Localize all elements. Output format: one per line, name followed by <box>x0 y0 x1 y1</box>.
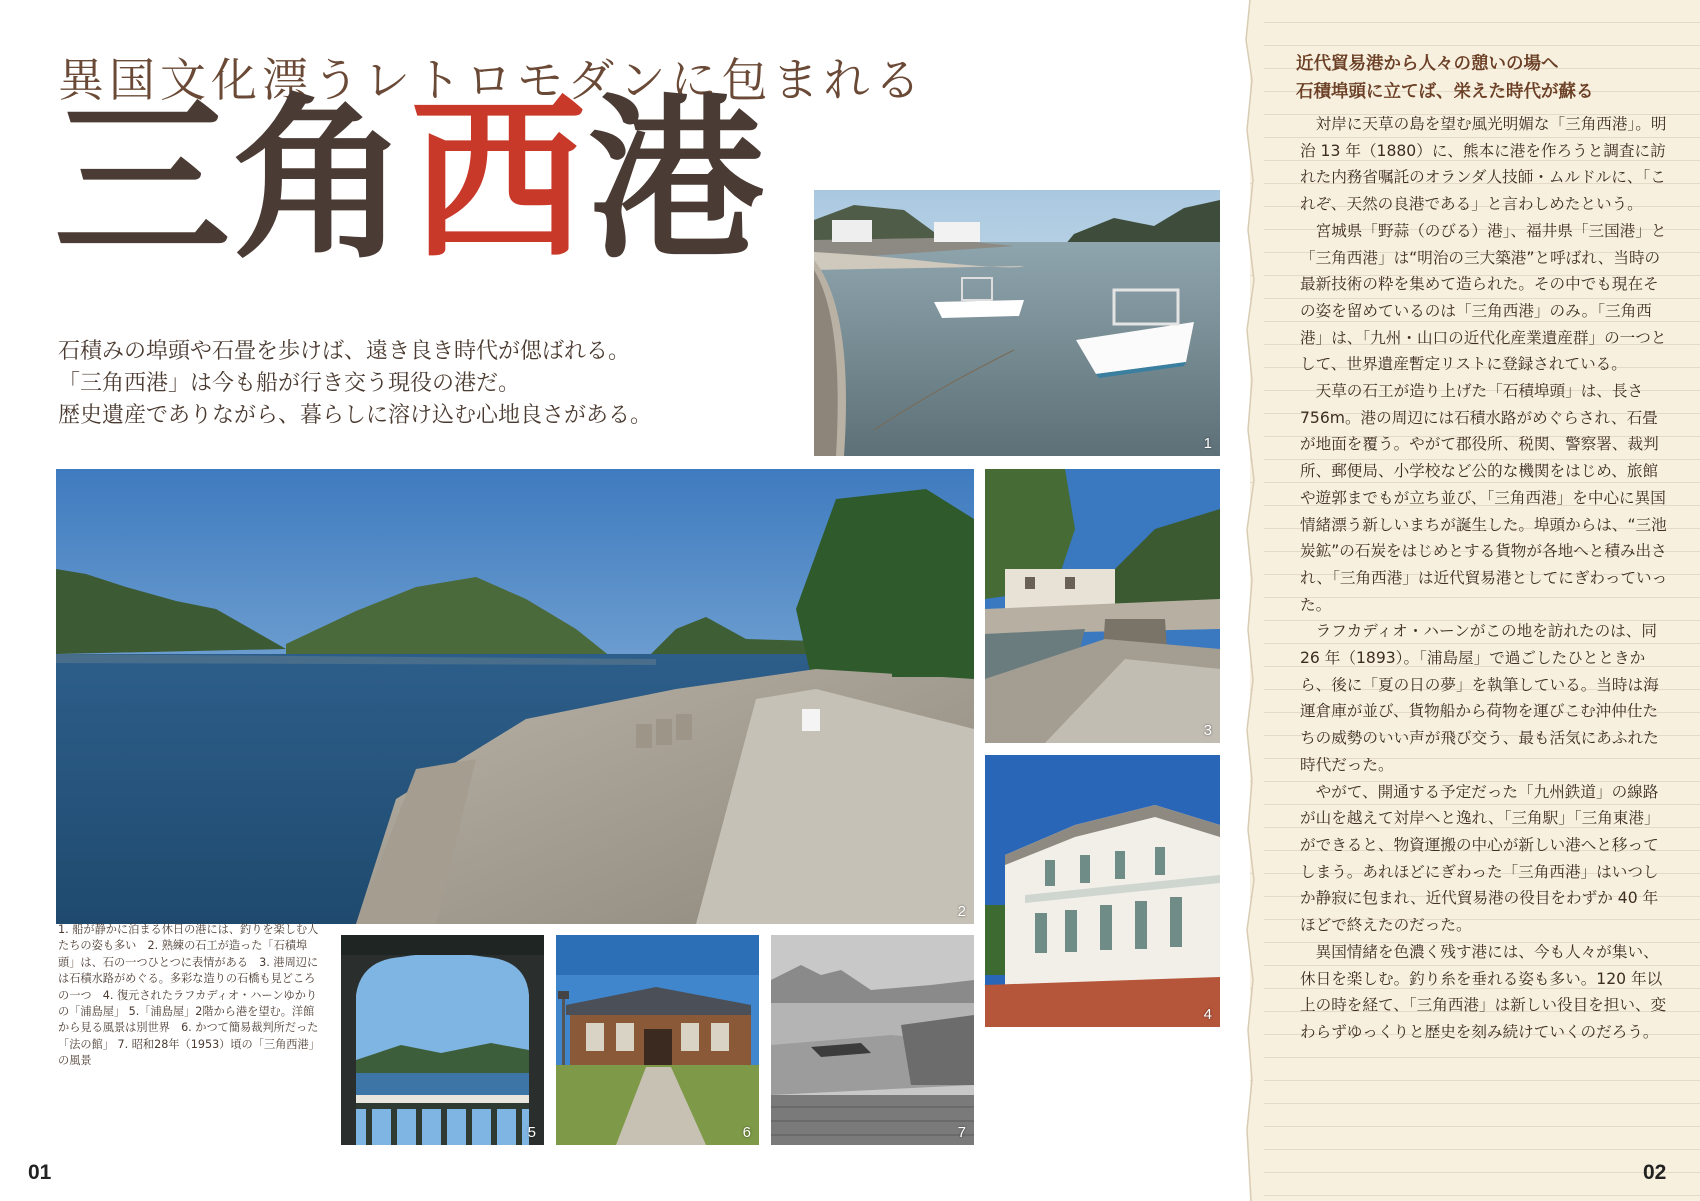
photo-hou-no-yakata <box>556 935 759 1145</box>
photo-number: 6 <box>742 1124 751 1141</box>
body-paragraph: やがて、開通する予定だった「九州鉄道」の線路が山を越えて対岸へと逸れ、「三角駅」「三角東港」ができると、物資運搬の中心が新しい港へと移ってしまう。あれほどにぎわった「三角西港」はいつしか静寂に包まれ、近代貿易港の役目をわずか 40 年ほどで終えたのだった。 <box>1300 782 1660 935</box>
article-subtitle: 異国文化漂うレトロモダンに包まれる <box>58 53 926 107</box>
heading-line: 石積埠頭に立てば、栄えた時代が蘇る <box>1296 82 1594 102</box>
photo-stone-pier-panorama <box>56 469 974 924</box>
body-paragraph: ラフカディオ・ハーンがこの地を訪れたのは、同 26 年（1893）。「浦島屋」で過ごしたひとときから、後に「夏の日の夢」を執筆している。当時は海運倉庫が並び、貨物船から荷物を運びこむ沖仲仕たちの威勢のいい声が飛び交う、最も活気にあふれた時代だった。 <box>1300 622 1659 774</box>
body-paragraph: 宮城県「野蒜（のびる）港」、福井県「三国港」と「三角西港」は“明治の三大築港”と呼ばれ、当時の最新技術の粋を集めて造られた。その中でも現在その姿を留めているのは「三角西港」のみ。「三角西港」は、「九州・山口の近代化産業遺産群」の一つとして、世界遺産暫定リストに登録されている。 <box>1300 221 1667 374</box>
captions-text: 1. 船が静かに泊まる休日の港には、釣りを楽しむ人たちの姿も多い 2. 熟練の石工が造った「石積埠頭」は、石の一つひとつに表情がある 3. 港周辺には石積水路がめぐる。多彩な造りの石橋も見どころの一つ 4. 復元されたラフカディオ・ハーンゆかりの「浦島屋」 5.「浦島屋」2階から港を望む。洋館から見る風景は別世界 6. かつて簡易裁判所だった「法の館」 7. 昭和28年（1953）頃の「三角西港」の風景 <box>58 923 320 1068</box>
body-paragraph: 天草の石工が造り上げた「石積埠頭」は、長さ 756m。港の周辺には石積水路がめぐらされ、石畳が地面を覆う。やがて郡役所、税関、警察署、裁判所、郵便局、小学校など公的な機関をはじめ、旅館や遊郭までもが立ち並び、「三角西港」を中心に異国情緒漂う新しいまちが誕生した。埠頭からは、“三池炭鉱”の石炭をはじめとする貨物が各地へと積み出され、「三角西港」は近代貿易港としてにぎわっていった。 <box>1300 382 1668 614</box>
page-number-left: 01 <box>28 1161 52 1184</box>
photo-view-from-balcony <box>341 935 544 1145</box>
photo-number: 3 <box>1203 722 1212 739</box>
photo-urashimaya-building <box>985 755 1220 1027</box>
article-body <box>1300 111 1672 1046</box>
photo-number: 5 <box>527 1124 536 1141</box>
page-number-right: 02 <box>1643 1161 1667 1184</box>
torn-paper-edge <box>1236 0 1264 1201</box>
body-paragraph: 対岸に天草の島を望む風光明媚な「三角西港」。明治 13 年（1880）に、熊本に港を作ろうと調査に訪れた内務省嘱託のオランダ人技師・ムルドルに、「これぞ、天然の良港である」と言わしめたという。 <box>1300 115 1667 214</box>
photo-captions <box>58 922 320 1070</box>
lead-line: 「三角西港」は今も船が行き交う現役の港だ。 <box>58 371 521 396</box>
photo-number: 2 <box>957 903 966 920</box>
photo-boats-harbor <box>814 190 1220 456</box>
lead-line: 歴史遺産でありながら、暮らしに溶け込む心地良さがある。 <box>58 403 653 428</box>
lead-text <box>58 336 658 432</box>
title-part-2: 港 <box>588 76 767 283</box>
body-paragraph: 異国情緒を色濃く残す港には、今も人々が集い、休日を楽しむ。釣り糸を垂れる姿も多い。120 年以上の時を経て、「三角西港」は新しい役目を担い、変わらずゆっくりと歴史を刻み続けていくのだろう。 <box>1300 942 1667 1041</box>
title-accent-character: 西 <box>410 76 589 283</box>
title-part-1: 三角 <box>54 76 411 283</box>
photo-stone-canal <box>985 469 1220 743</box>
lead-line: 石積みの埠頭や石畳を歩けば、遠き良き時代が偲ばれる。 <box>58 339 631 364</box>
photo-historic-1953 <box>771 935 974 1145</box>
heading-line: 近代貿易港から人々の憩いの場へ <box>1296 54 1559 74</box>
photo-number: 7 <box>957 1124 966 1141</box>
photo-number: 4 <box>1203 1006 1212 1023</box>
article-title <box>54 76 767 283</box>
column-heading <box>1296 50 1594 106</box>
right-page <box>1250 0 1700 1201</box>
photo-number: 1 <box>1203 435 1212 452</box>
